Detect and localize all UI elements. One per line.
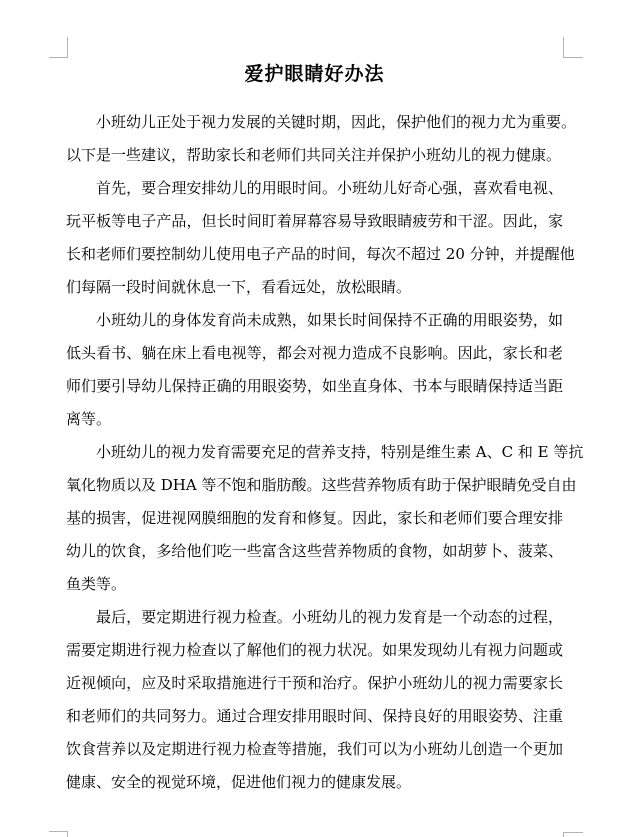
text-line: 长和老师们要控制幼儿使用电子产品的时间，每次不超过 20 分钟，并提醒他 (66, 245, 575, 263)
text-line: 健康、安全的视觉环境，促进他们视力的健康发展。 (66, 773, 412, 791)
crop-mark-bottom-right-vertical (563, 832, 564, 837)
text-line: 首先，要合理安排幼儿的用眼时间。小班幼儿好奇心强，喜欢看电视、 (96, 179, 563, 197)
text-line: 和老师们的共同努力。通过合理安排用眼时间、保持良好的用眼姿势、注重 (66, 707, 563, 725)
crop-mark-bottom-left-horizontal (49, 831, 68, 832)
text-line: 小班幼儿的身体发育尚未成熟，如果长时间保持不正确的用眼姿势，如 (96, 311, 563, 329)
crop-mark-top-left-vertical (67, 37, 68, 58)
document-body (66, 106, 584, 799)
text-line: 以下是一些建议，帮助家长和老师们共同关注并保护小班幼儿的视力健康。 (66, 146, 562, 164)
text-line: 饮食营养以及定期进行视力检查等措施，我们可以为小班幼儿创造一个更加 (66, 740, 563, 758)
text-line: 鱼类等。 (66, 575, 127, 593)
text-line: 低头看书、躺在床上看电视等，都会对视力造成不良影响。因此，家长和老 (66, 344, 563, 362)
document-content (66, 57, 584, 799)
text-line: 近视倾向，应及时采取措施进行干预和治疗。保护小班幼儿的视力需要家长 (66, 674, 563, 692)
text-line: 师们要引导幼儿保持正确的用眼姿势，如坐直身体、书本与眼睛保持适当距 (66, 377, 563, 395)
crop-mark-bottom-left-vertical (67, 831, 68, 837)
paragraph (66, 172, 575, 304)
text-line: 小班幼儿的视力发育需要充足的营养支持，特别是维生素 A、C 和 E 等抗 (96, 443, 584, 461)
crop-mark-top-right-horizontal (564, 57, 583, 58)
paragraph (66, 436, 584, 601)
document-title: 爱护眼睛好办法 (244, 63, 385, 85)
text-line: 们每隔一段时间就休息一下，看看远处，放松眼睛。 (66, 278, 412, 296)
text-line: 小班幼儿正处于视力发展的关键时期，因此，保护他们的视力尤为重要。 (96, 113, 577, 131)
crop-mark-top-right-vertical (563, 37, 564, 58)
text-line: 幼儿的饮食，多给他们吃一些富含这些营养物质的食物，如胡萝卜、菠菜、 (66, 542, 563, 560)
paragraph (66, 304, 563, 436)
paragraph (66, 601, 563, 799)
text-line: 离等。 (66, 410, 112, 428)
text-line: 需要定期进行视力检查以了解他们的视力状况。如果发现幼儿有视力问题或 (66, 641, 563, 659)
text-line: 氧化物质以及 DHA 等不饱和脂肪酸。这些营养物质有助于保护眼睛免受自由 (66, 476, 577, 494)
paragraph (66, 106, 577, 172)
text-line: 玩平板等电子产品，但长时间盯着屏幕容易导致眼睛疲劳和干涩。因此，家 (66, 212, 563, 230)
text-line: 基的损害，促进视网膜细胞的发育和修复。因此，家长和老师们要合理安排 (66, 509, 563, 527)
text-line: 最后，要定期进行视力检查。小班幼儿的视力发育是一个动态的过程， (96, 608, 563, 626)
crop-mark-bottom-right-horizontal (564, 832, 583, 833)
